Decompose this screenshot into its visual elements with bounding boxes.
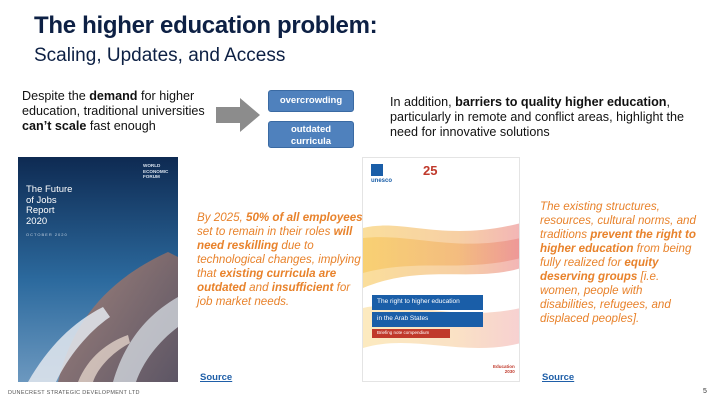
- anniversary-number: 25: [423, 163, 438, 178]
- page-number: 5: [703, 388, 707, 395]
- text-part: for job market needs.: [197, 281, 351, 308]
- unesco-emblem-icon: [371, 164, 383, 176]
- slide-title: The higher education problem:: [34, 12, 378, 39]
- cover-band-note: Briefing note compendium: [377, 330, 430, 335]
- intro-left-bold-scale: can’t scale: [22, 119, 87, 133]
- intro-left-part: for higher education, traditional universities: [22, 89, 205, 118]
- intro-right-text: [390, 95, 690, 140]
- unesco-logo-text: unesco: [371, 178, 393, 184]
- text-part: [i.e. women, people with disabilities, refugees, and displaced peoples].: [540, 270, 671, 325]
- brand-line: 2030: [504, 369, 515, 374]
- text-part: and: [245, 281, 272, 294]
- future-of-jobs-report-cover: [18, 157, 178, 382]
- education-2030-logo: [493, 364, 515, 374]
- text-bold: insufficient: [271, 281, 334, 294]
- reskilling-statement: [197, 211, 367, 309]
- text-part: The existing structures, resources, cultural norms, and traditions: [540, 200, 696, 241]
- cover-wave-artwork: [363, 158, 520, 382]
- text-part: due to technological changes, implying that: [197, 239, 361, 280]
- logo-line: FORUM: [143, 174, 160, 179]
- access-barriers-statement: [540, 200, 700, 326]
- intro-right-part: , particularly in remote and conflict areas, highlight the need for innovative solutions: [390, 95, 685, 139]
- text-bold: existing curricula are outdated: [197, 267, 337, 294]
- text-bold: 50% of all employees: [246, 211, 363, 224]
- intro-left-bold-demand: demand: [89, 89, 138, 103]
- outdated-curricula-label: [268, 121, 354, 148]
- source-link-left[interactable]: Source: [200, 372, 233, 383]
- pill-line: curricula: [290, 136, 332, 147]
- intro-left-text: [22, 89, 222, 134]
- pill-line: outdated: [290, 124, 332, 135]
- brand-line: Education: [493, 364, 515, 369]
- logo-line: WORLD: [143, 163, 161, 168]
- report-title-line: Report: [26, 205, 55, 216]
- slide-subtitle: Scaling, Updates, and Access: [34, 45, 286, 66]
- overcrowding-label: overcrowding: [268, 90, 354, 112]
- report-title-line: The Future: [26, 184, 73, 195]
- intro-right-part: In addition,: [390, 95, 456, 109]
- cover-band-title: The right to higher education: [377, 298, 460, 305]
- source-link-right[interactable]: Source: [542, 372, 575, 383]
- text-bold: equity deserving groups: [540, 256, 659, 283]
- unesco-report-cover: [362, 157, 520, 382]
- text-part: By 2025,: [197, 211, 246, 224]
- text-bold: prevent the right to higher education: [540, 228, 696, 255]
- text-part: set to remain in their roles: [197, 225, 334, 238]
- report-title-line: of Jobs: [26, 194, 57, 206]
- right-arrow-icon: [216, 98, 260, 132]
- report-date: OCTOBER 2020: [26, 232, 68, 237]
- footer-company: DUNECREST STRATEGIC DEVELOPMENT LTD: [8, 390, 140, 396]
- cover-band-subtitle: in the Arab States: [377, 315, 429, 322]
- wef-logo-text: [143, 163, 168, 180]
- text-part: from being fully realized for: [540, 242, 692, 269]
- intro-left-part: fast enough: [86, 119, 156, 133]
- text-bold: will need reskilling: [197, 225, 353, 252]
- logo-line: ECONOMIC: [143, 168, 169, 174]
- report-title: [26, 185, 72, 227]
- intro-left-part: Despite the: [22, 89, 90, 103]
- report-year: 2020: [26, 215, 48, 227]
- intro-right-bold-barriers: barriers to quality higher education: [455, 95, 667, 109]
